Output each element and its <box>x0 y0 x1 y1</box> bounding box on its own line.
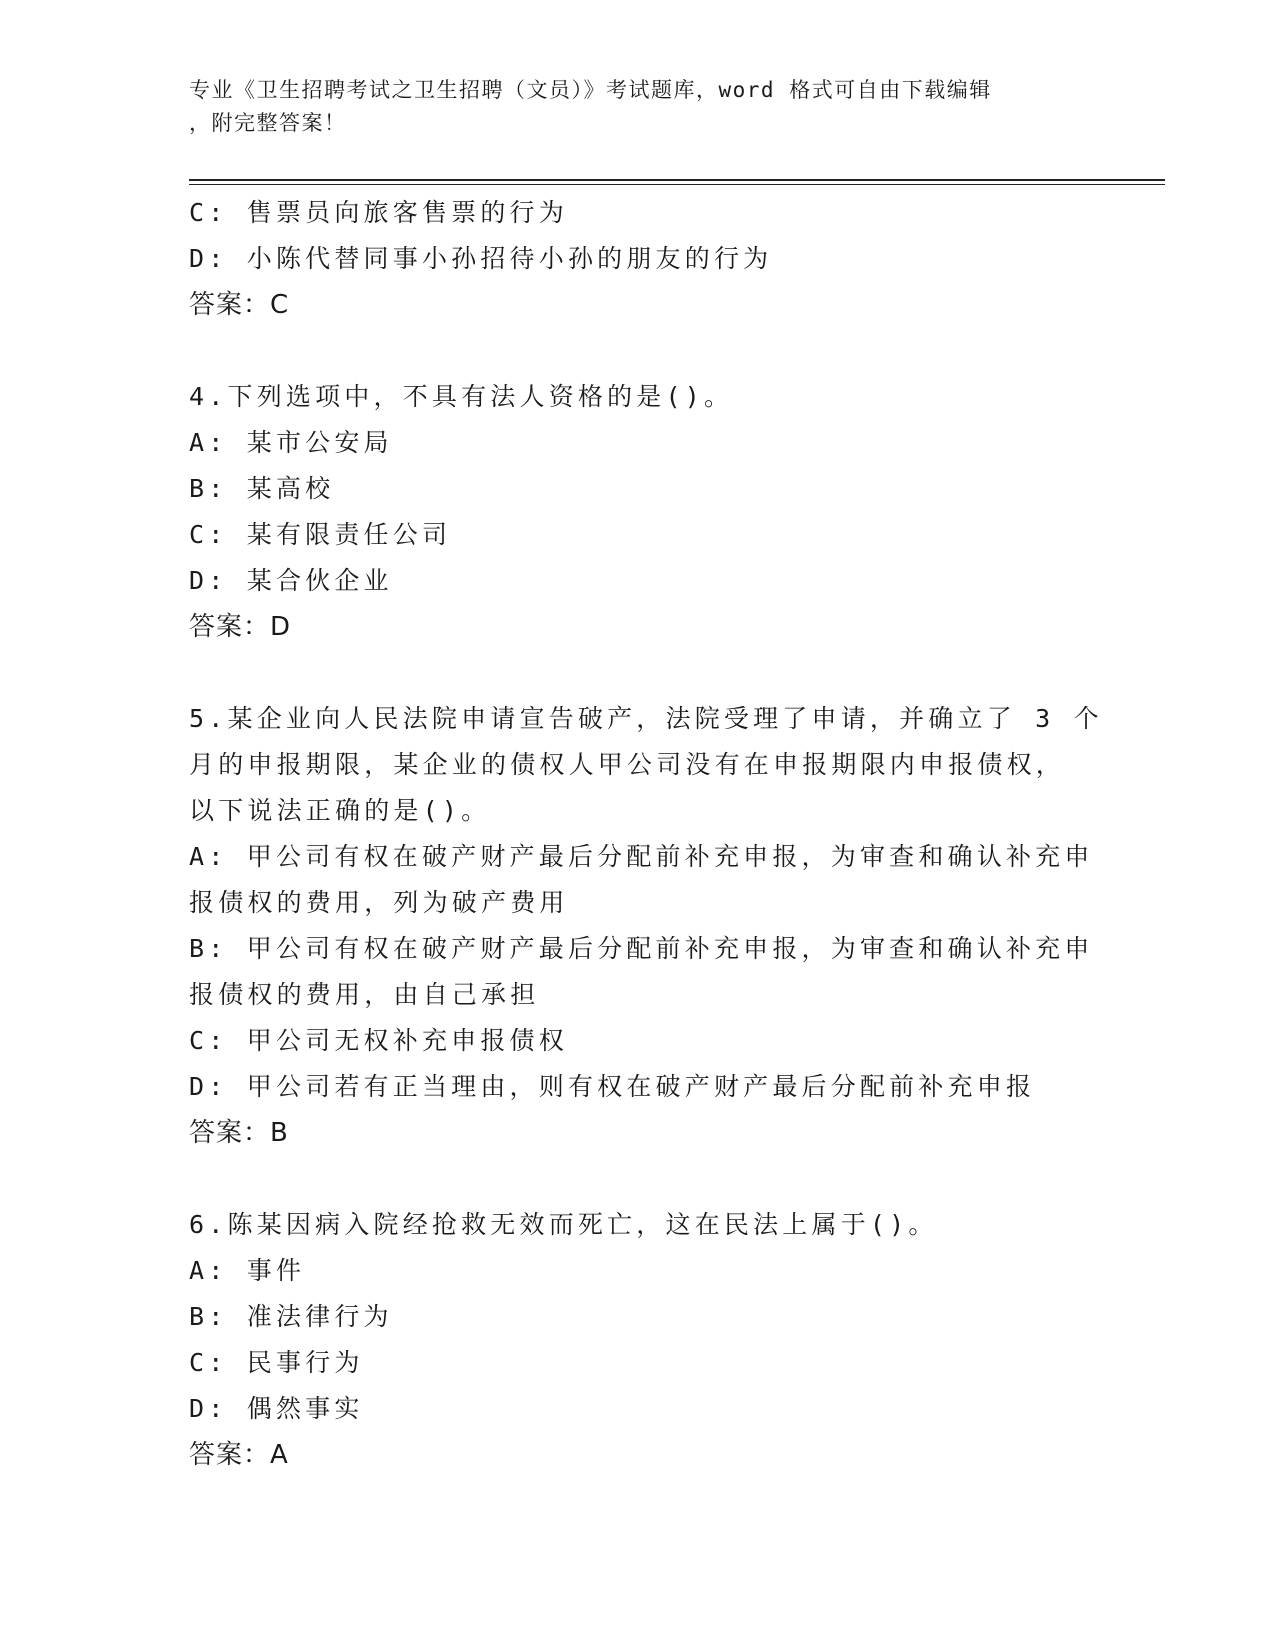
question-text: 4.下列选项中，不具有法人资格的是()。 <box>189 382 734 411</box>
option-c: C: 甲公司无权补充申报债权 <box>189 1026 568 1055</box>
option-d: D: 某合伙企业 <box>189 566 393 595</box>
answer-line: 答案：D <box>189 612 292 642</box>
option-b-line-2: 报债权的费用，由自己承担 <box>189 980 540 1009</box>
answer-line: 答案：C <box>189 290 290 320</box>
header-divider-thin <box>189 184 1165 185</box>
question-3-tail <box>189 190 1089 328</box>
spacer <box>189 650 1089 696</box>
question-list <box>189 190 1103 1478</box>
option-d: D: 甲公司若有正当理由，则有权在破产财产最后分配前补充申报 <box>189 1072 1036 1101</box>
question-text: 6.陈某因病入院经抢救无效而死亡，这在民法上属于()。 <box>189 1210 938 1239</box>
question-text-line-1: 5.某企业向人民法院申请宣告破产，法院受理了申请，并确立了 3 个 <box>189 704 1103 733</box>
question-text-line-3: 以下说法正确的是()。 <box>189 796 491 825</box>
option-a: A: 某市公安局 <box>189 428 393 457</box>
option-d: D: 偶然事实 <box>189 1394 364 1423</box>
option-a: A: 事件 <box>189 1256 306 1285</box>
question-4 <box>189 374 1089 650</box>
question-5 <box>189 696 1103 1156</box>
option-b: B: 准法律行为 <box>189 1302 393 1331</box>
option-c: C: 某有限责任公司 <box>189 520 452 549</box>
spacer <box>189 1156 1089 1202</box>
answer-line: 答案：A <box>189 1440 289 1470</box>
spacer <box>189 328 1089 374</box>
header-line-1: 专业《卫生招聘考试之卫生招聘（文员）》考试题库，word 格式可自由下载编辑 <box>189 78 992 102</box>
header-divider-thick <box>189 179 1165 181</box>
option-b: B: 某高校 <box>189 474 335 503</box>
option-d: D: 小陈代替同事小孙招待小孙的朋友的行为 <box>189 244 773 273</box>
question-text-line-2: 月的申报期限，某企业的债权人甲公司没有在申报期限内申报债权， <box>189 750 1066 779</box>
option-a-line-2: 报债权的费用，列为破产费用 <box>189 888 569 917</box>
question-6 <box>189 1202 1089 1478</box>
option-b-line-1: B: 甲公司有权在破产财产最后分配前补充申报，为审查和确认补充申 <box>189 934 1094 963</box>
header-line-2: ，附完整答案！ <box>189 111 347 135</box>
option-c: C: 民事行为 <box>189 1348 364 1377</box>
answer-line: 答案：B <box>189 1118 289 1148</box>
option-c: C: 售票员向旅客售票的行为 <box>189 198 568 227</box>
document-header <box>189 74 1089 140</box>
option-a-line-1: A: 甲公司有权在破产财产最后分配前补充申报，为审查和确认补充申 <box>189 842 1094 871</box>
